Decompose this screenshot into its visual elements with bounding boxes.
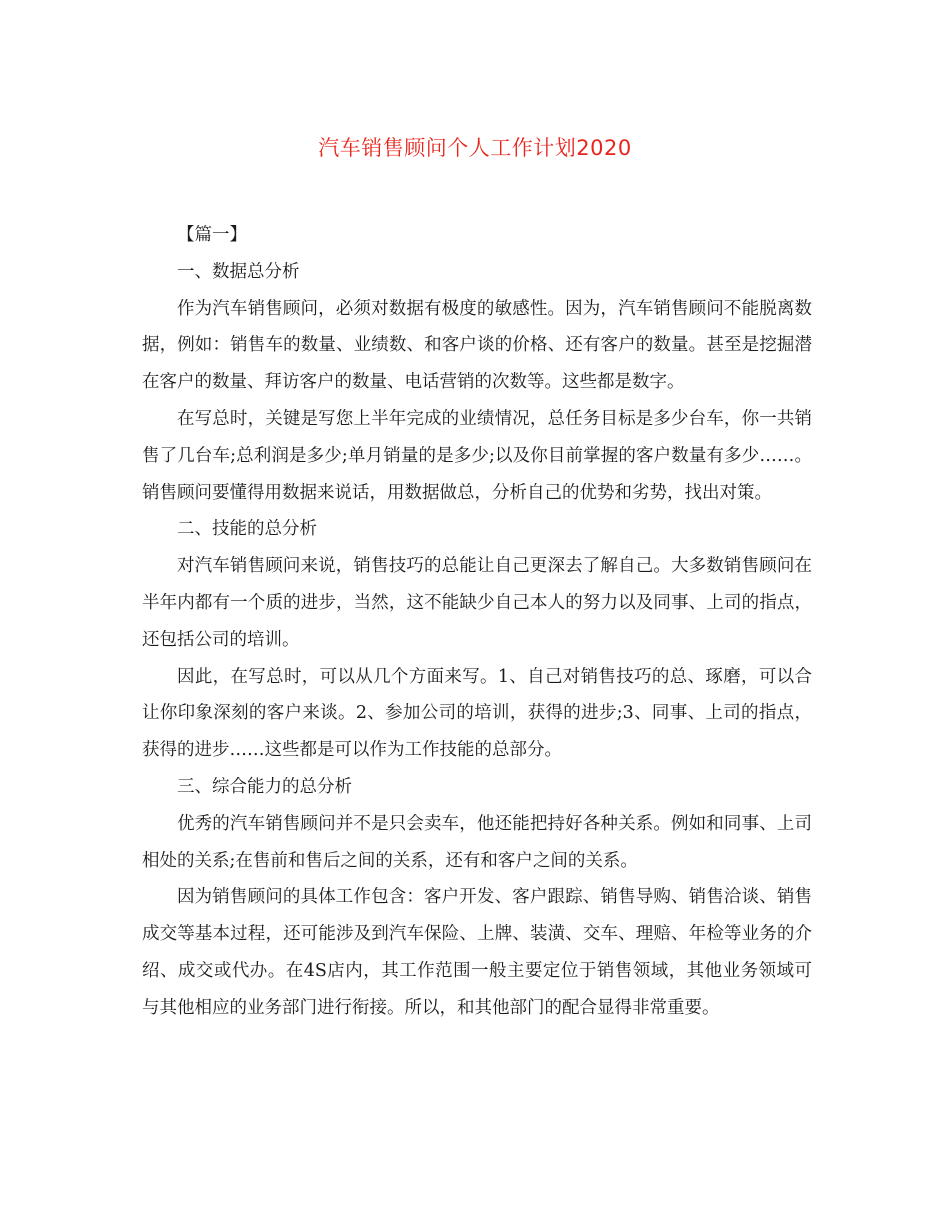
section-heading: 三、综合能力的总分析 [177, 776, 352, 797]
section-heading: 二、技能的总分析 [177, 519, 317, 540]
body-paragraph: 对汽车销售顾问来说，销售技巧的总能让自己更深去了解自己。大多数销售顾问在半年内都有一个质的进步，当然，这不能缺少自己本人的努力以及同事、上司的指点，还包括公司的培训。 [142, 556, 812, 650]
body-paragraph: 因为销售顾问的具体工作包含：客户开发、客户跟踪、销售导购、销售洽谈、销售成交等基本过程，还可能涉及到汽车保险、上牌、装潢、交车、理赔、年检等业务的介绍、成交或代办。在4S店内，其工作范围一般主要定位于销售领域，其他业务领域可与其他相应的业务部门进行衔接。所以，和其他部门的配合显得非常重要。 [142, 887, 812, 1018]
section-heading: 一、数据总分析 [177, 261, 300, 282]
body-paragraph: 在写总时，关键是写您上半年完成的业绩情况，总任务目标是多少台车，你一共销售了几台车;总利润是多少;单月销量的是多少;以及你目前掌握的客户数量有多少……。销售顾问要懂得用数据来说话，用数据做总，分析自己的优势和劣势，找出对策。 [142, 408, 812, 503]
section-marker: 【篇一】 [177, 225, 247, 245]
body-paragraph: 因此，在写总时，可以从几个方面来写。1、自己对销售技巧的总、琢磨，可以合让你印象深刻的客户来谈。2、参加公司的培训，获得的进步;3、同事、上司的指点，获得的进步……这些都是可以作为工作技能的总部分。 [142, 666, 812, 761]
body-paragraph: 作为汽车销售顾问，必须对数据有极度的敏感性。因为，汽车销售顾问不能脱离数据，例如：销售车的数量、业绩数、和客户谈的价格、还有客户的数量。甚至是挖掘潜在客户的数量、拜访客户的数量、电话营销的次数等。这些都是数字。 [142, 298, 812, 393]
document-title: 汽车销售顾问个人工作计划2020 [318, 136, 632, 160]
body-paragraph: 优秀的汽车销售顾问并不是只会卖车，他还能把持好各种关系。例如和同事、上司相处的关系;在售前和售后之间的关系，还有和客户之间的关系。 [142, 813, 812, 871]
document-body [142, 217, 812, 1027]
